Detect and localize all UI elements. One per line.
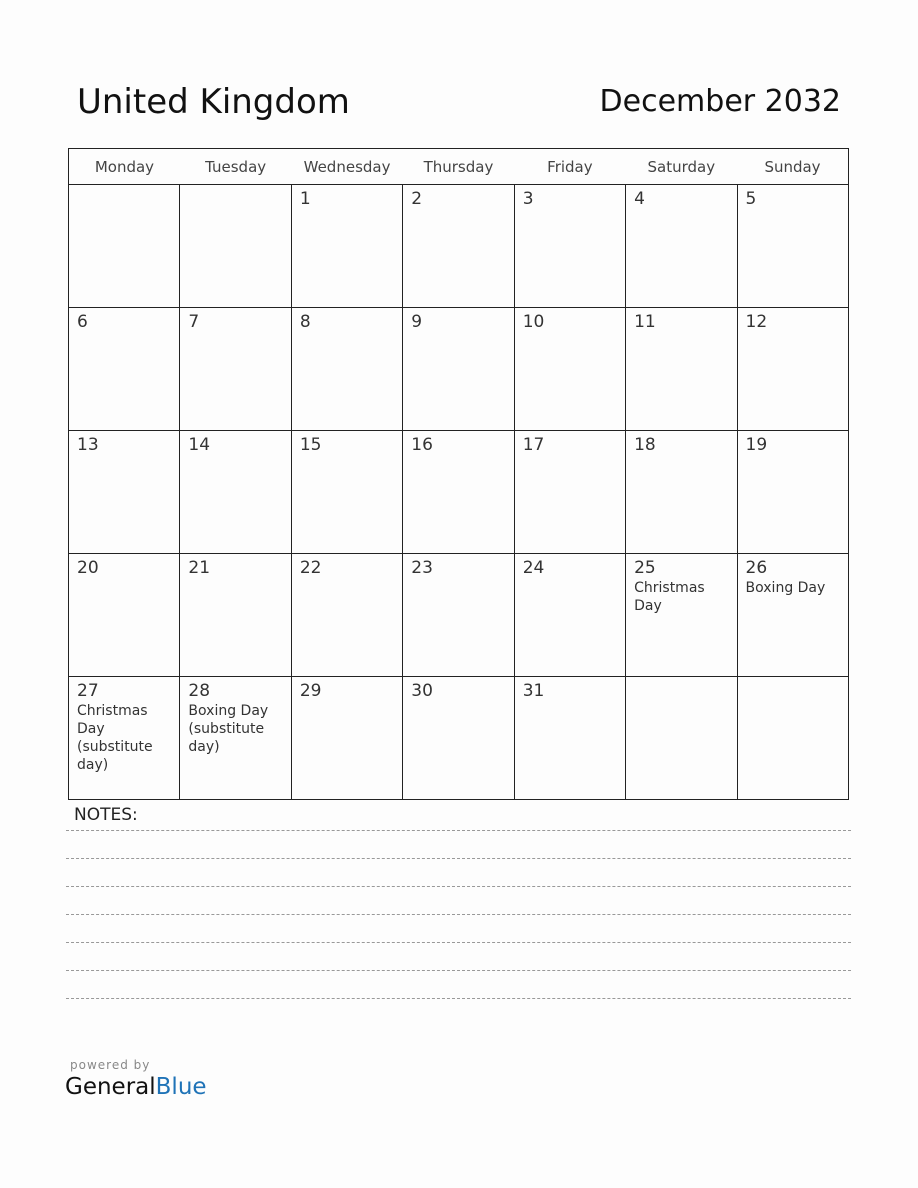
- day-cell: [291, 554, 402, 677]
- day-cell: [291, 431, 402, 554]
- day-number: 1: [299, 189, 311, 209]
- day-number: 10: [522, 312, 545, 332]
- day-number: 19: [745, 435, 768, 455]
- day-cell: [737, 308, 848, 431]
- notes-line: [66, 998, 851, 999]
- week-row: [69, 431, 849, 554]
- day-number: 13: [77, 435, 99, 455]
- brand-general: General: [65, 1074, 156, 1100]
- day-number: 30: [411, 681, 433, 701]
- week-row: [69, 554, 849, 677]
- month-label: December 2032: [599, 84, 841, 119]
- day-cell: [180, 677, 291, 800]
- day-number: 7: [188, 312, 200, 332]
- day-cell: [737, 431, 848, 554]
- day-number: 27: [77, 681, 99, 701]
- day-number: 29: [299, 681, 322, 701]
- calendar-grid: [68, 148, 849, 800]
- day-cell: [626, 431, 737, 554]
- day-cell: [737, 677, 848, 800]
- day-number: 14: [188, 435, 211, 455]
- day-number: 16: [411, 435, 433, 455]
- weekday-header-row: [69, 149, 849, 185]
- notes-label: NOTES:: [74, 805, 138, 825]
- day-number: 15: [299, 435, 322, 455]
- notes-line: [66, 970, 851, 971]
- holiday-label: Christmas Day: [634, 580, 705, 614]
- day-cell: [291, 677, 402, 800]
- day-number: 9: [411, 312, 423, 332]
- brand-logo: [65, 1074, 207, 1100]
- page-title: United Kingdom: [77, 82, 350, 122]
- day-number: 20: [77, 558, 99, 578]
- weekday-header: Saturday: [626, 149, 737, 185]
- day-cell: [180, 308, 291, 431]
- day-number: 6: [77, 312, 88, 332]
- day-number: 2: [411, 189, 423, 209]
- day-number: 12: [745, 312, 768, 332]
- day-number: 26: [745, 558, 768, 578]
- day-cell: [291, 308, 402, 431]
- day-cell: [69, 677, 180, 800]
- day-number: 28: [188, 681, 211, 701]
- day-cell: [180, 185, 291, 308]
- day-cell: [514, 431, 625, 554]
- day-cell: [403, 308, 514, 431]
- day-cell: [69, 308, 180, 431]
- notes-line: [66, 914, 851, 915]
- day-number: 31: [522, 681, 545, 701]
- day-number: 22: [299, 558, 322, 578]
- day-number: 18: [634, 435, 656, 455]
- day-cell: [69, 554, 180, 677]
- brand-blue: Blue: [155, 1074, 207, 1100]
- notes-line: [66, 942, 851, 943]
- weekday-header: Friday: [514, 149, 625, 185]
- day-cell: [403, 185, 514, 308]
- day-number: 23: [411, 558, 433, 578]
- weekday-header: Wednesday: [291, 149, 402, 185]
- notes-line: [66, 858, 851, 859]
- day-number: 4: [634, 189, 645, 209]
- day-cell: [626, 554, 737, 677]
- holiday-label: Boxing Day: [745, 580, 826, 596]
- day-number: 25: [634, 558, 656, 578]
- week-row: [69, 185, 849, 308]
- day-cell: [514, 185, 625, 308]
- notes-line: [66, 886, 851, 887]
- powered-by-text: powered by: [70, 1058, 151, 1072]
- day-cell: [403, 431, 514, 554]
- holiday-label: Boxing Day (substitute day): [188, 703, 269, 755]
- day-cell: [514, 677, 625, 800]
- day-cell: [626, 185, 737, 308]
- day-number: 11: [634, 312, 656, 332]
- day-number: 8: [299, 312, 311, 332]
- day-cell: [514, 308, 625, 431]
- day-cell: [514, 554, 625, 677]
- day-cell: [737, 185, 848, 308]
- day-cell: [626, 308, 737, 431]
- day-cell: [737, 554, 848, 677]
- weekday-header: Thursday: [403, 149, 514, 185]
- day-number: 24: [522, 558, 545, 578]
- day-number: 3: [522, 189, 534, 209]
- day-cell: [180, 554, 291, 677]
- day-cell: [180, 431, 291, 554]
- week-row: [69, 677, 849, 800]
- day-cell: [403, 554, 514, 677]
- holiday-label: Christmas Day (substitute day): [77, 703, 153, 773]
- notes-line: [66, 830, 851, 831]
- day-cell: [626, 677, 737, 800]
- day-number: 17: [522, 435, 545, 455]
- day-number: 21: [188, 558, 211, 578]
- day-cell: [403, 677, 514, 800]
- day-number: 5: [745, 189, 757, 209]
- weekday-header: Sunday: [737, 149, 848, 185]
- day-cell: [69, 431, 180, 554]
- day-cell: [69, 185, 180, 308]
- week-row: [69, 308, 849, 431]
- weekday-header: Tuesday: [180, 149, 291, 185]
- day-cell: [291, 185, 402, 308]
- weekday-header: Monday: [69, 149, 180, 185]
